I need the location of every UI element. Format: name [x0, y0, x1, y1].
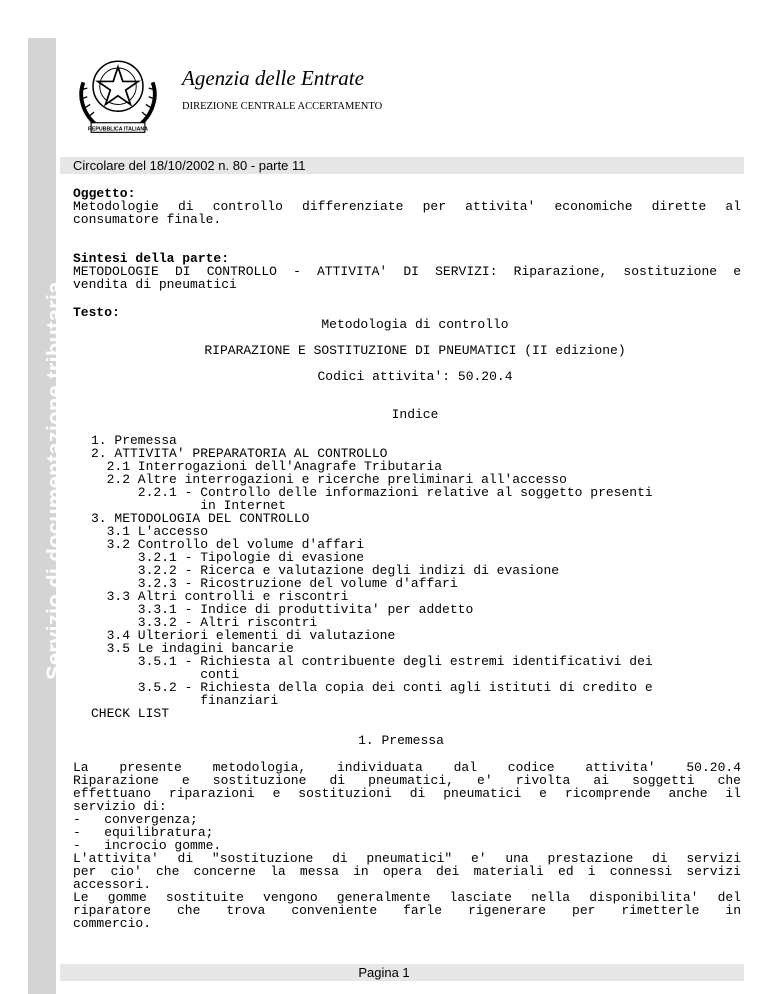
toc-item: 3.4 Ulteriori elementi di valutazione	[91, 628, 396, 643]
oggetto-line-1: Metodologie di controllo differenziate per attivita' economiche dirette al	[73, 199, 741, 214]
sidebar-title: Servizio di documentazione tributaria	[42, 281, 67, 680]
premessa-line: servizio di:	[73, 799, 167, 814]
premessa-line: Riparazione e sostituzione di pneumatici, e' rivolta ai soggetti che	[73, 773, 741, 788]
premessa-line: Le gomme sostituite vengono generalmente lasciate nella disponibilita' del	[73, 890, 741, 905]
circolare-title: Circolare del 18/10/2002 n. 80 - parte 11	[73, 158, 306, 173]
toc-item: 3.3.1 - Indice di produttivita' per addetto	[91, 602, 474, 617]
toc-item: 2.2.1 - Controllo delle informazioni relative al soggetto presenti	[91, 485, 653, 500]
toc-item: 3.5.1 - Richiesta al contribuente degli estremi identificativi dei	[91, 654, 653, 669]
page-number: Pagina 1	[358, 965, 410, 980]
premessa-line: riparatore che trova conveniente farle rigenerare per rimetterle in	[73, 903, 741, 918]
premessa-line: accessori.	[73, 877, 152, 892]
activity-code: Codici attivita': 50.20.4	[317, 369, 513, 384]
toc-item: 3.5.2 - Richiesta della copia dei conti agli istituti di credito e	[91, 680, 653, 695]
sintesi-line-2: vendita di pneumatici	[73, 277, 237, 292]
department-name: DIREZIONE CENTRALE ACCERTAMENTO	[182, 101, 383, 112]
agency-name: Agenzia delle Entrate	[182, 66, 364, 90]
premessa-bullet: - equilibratura;	[73, 825, 214, 840]
testo-label: Testo:	[73, 305, 120, 320]
toc-item: 3.2.1 - Tipologie di evasione	[91, 550, 365, 565]
toc-item: 3.2.3 - Ricostruzione del volume d'affari	[91, 576, 458, 591]
methodology-heading: Metodologia di controllo	[321, 317, 509, 332]
toc-item: 3.3.2 - Altri riscontri	[91, 615, 318, 630]
toc-item: in Internet	[91, 498, 287, 513]
toc-item: 3. METODOLOGIA DEL CONTROLLO	[91, 511, 310, 526]
premessa-title: 1. Premessa	[358, 733, 444, 748]
premessa-bullet: - convergenza;	[73, 812, 198, 827]
oggetto-label: Oggetto:	[73, 186, 136, 201]
toc-item: 3.5 Le indagini bancarie	[91, 641, 294, 656]
premessa-line: La presente metodologia, individuata dal codice attivita' 50.20.4	[73, 760, 741, 775]
republic-emblem-icon	[70, 44, 166, 140]
toc-item: 2.1 Interrogazioni dell'Anagrafe Tributaria	[91, 459, 443, 474]
svg-text:REPUBBLICA ITALIANA: REPUBBLICA ITALIANA	[88, 126, 148, 133]
activity-heading: RIPARAZIONE E SOSTITUZIONE DI PNEUMATICI (II edizione)	[204, 343, 626, 358]
toc-item: 1. Premessa	[91, 433, 177, 448]
toc-item: 2. ATTIVITA' PREPARATORIA AL CONTROLLO	[91, 446, 388, 461]
premessa-line: commercio.	[73, 916, 152, 931]
toc-item: finanziari	[91, 693, 279, 708]
index-title: Indice	[391, 407, 439, 422]
toc-item: 2.2 Altre interrogazioni e ricerche preliminari all'accesso	[91, 472, 567, 487]
toc-item: CHECK LIST	[91, 706, 170, 721]
toc-item: 3.1 L'accesso	[91, 524, 209, 539]
sintesi-label: Sintesi della parte:	[73, 251, 230, 266]
oggetto-line-2: consumatore finale.	[73, 212, 222, 227]
premessa-line: L'attivita' di "sostituzione di pneumatici" e' una prestazione di servizi	[73, 851, 741, 866]
premessa-bullet: - incrocio gomme.	[73, 838, 222, 853]
toc-item: 3.3 Altri controlli e riscontri	[91, 589, 349, 604]
sintesi-line-1: METODOLOGIE DI CONTROLLO - ATTIVITA' DI SERVIZI: Riparazione, sostituzione e	[73, 264, 741, 279]
toc-item: 3.2 Controllo del volume d'affari	[91, 537, 365, 552]
toc-item: 3.2.2 - Ricerca e valutazione degli indizi di evasione	[91, 563, 560, 578]
toc-item: conti	[91, 667, 240, 682]
premessa-line: effettuano riparazioni e sostituzioni di pneumatici e ricomprende anche il	[73, 786, 741, 801]
premessa-line: per cio' che concerne la messa in opera dei materiali ed i connessi servizi	[73, 864, 741, 879]
